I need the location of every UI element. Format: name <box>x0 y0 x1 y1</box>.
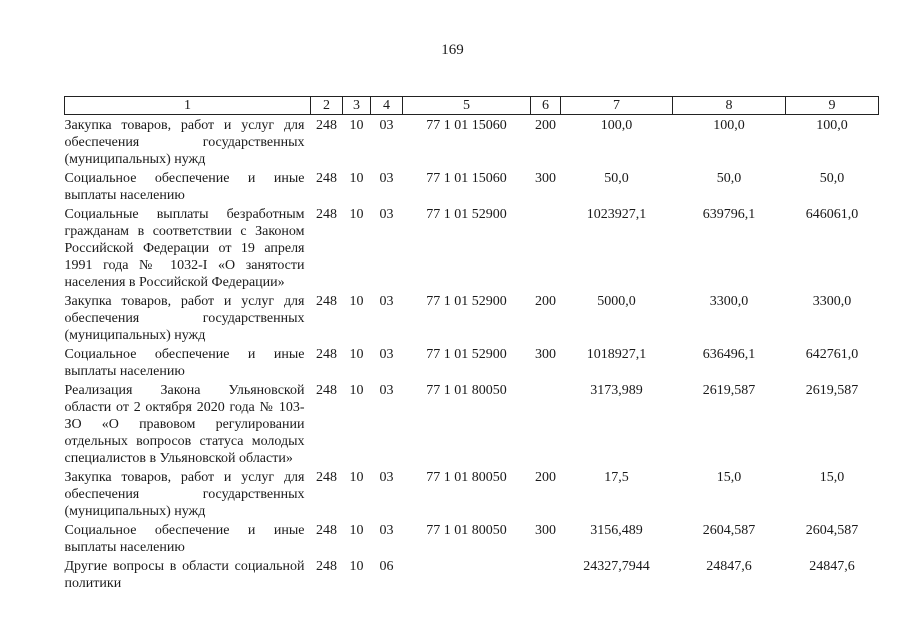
cell-col5: 77 1 01 80050 <box>426 383 507 398</box>
table-row <box>65 346 879 382</box>
cell-col3: 10 <box>349 207 364 222</box>
row-name: Реализация Закона Ульяновской области от 2 октября 2020 года № 103-ЗО «О правовом регулировании отдельных вопросов статуса молодых специалистов в Ульяновской области» <box>64 383 305 466</box>
cell-col7: 50,0 <box>604 171 629 186</box>
cell-col9: 15,0 <box>819 470 845 485</box>
cell-col3: 10 <box>349 383 364 398</box>
budget-table <box>64 96 879 594</box>
cell-col4: 03 <box>379 207 394 222</box>
cell-col8: 15,0 <box>716 470 742 485</box>
page-number: 169 <box>441 42 464 58</box>
row-name: Социальные выплаты безработным гражданам в соответствии с Законом Российской Федерации от 19 апреля 1991 года № 1032-I «О занятости населения в Российской Федерации» <box>64 207 305 290</box>
cell-col2: 248 <box>316 470 337 485</box>
cell-col4: 03 <box>379 383 394 398</box>
column-header-6: 6 <box>531 97 561 115</box>
cell-col3: 10 <box>349 470 364 485</box>
cell-col5: 77 1 01 52900 <box>426 294 507 309</box>
cell-col6: 200 <box>535 470 556 485</box>
cell-col2: 248 <box>316 171 337 186</box>
column-header-1: 1 <box>65 97 311 115</box>
cell-col5: 77 1 01 15060 <box>426 171 507 186</box>
table-row <box>65 170 879 206</box>
table-header-row <box>65 97 879 115</box>
table-row <box>65 469 879 522</box>
table-row <box>65 522 879 558</box>
cell-col6: 300 <box>535 347 556 362</box>
cell-col8: 2604,587 <box>702 523 756 538</box>
cell-col3: 10 <box>349 347 364 362</box>
cell-col7: 17,5 <box>604 470 629 485</box>
cell-col2: 248 <box>316 118 337 133</box>
table-row <box>65 382 879 469</box>
cell-col2: 248 <box>316 523 337 538</box>
cell-col5: 77 1 01 80050 <box>426 523 507 538</box>
cell-col8: 100,0 <box>713 118 745 133</box>
cell-col8: 3300,0 <box>709 294 749 309</box>
row-name: Другие вопросы в области социальной политики <box>64 559 305 591</box>
cell-col6: 300 <box>535 171 556 186</box>
cell-col7: 3156,489 <box>590 523 643 538</box>
row-name: Закупка товаров, работ и услуг для обеспечения государственных (муниципальных) нужд <box>64 294 305 343</box>
row-name: Закупка товаров, работ и услуг для обеспечения государственных (муниципальных) нужд <box>64 118 305 167</box>
cell-col2: 248 <box>316 383 337 398</box>
cell-col9: 2604,587 <box>805 523 859 538</box>
cell-col8: 50,0 <box>716 171 742 186</box>
cell-col4: 03 <box>379 523 394 538</box>
table-row <box>65 558 879 594</box>
cell-col3: 10 <box>349 118 364 133</box>
column-header-2: 2 <box>311 97 343 115</box>
cell-col7: 1023927,1 <box>586 207 647 222</box>
cell-col9: 642761,0 <box>805 347 859 362</box>
cell-col5: 77 1 01 52900 <box>426 347 507 362</box>
cell-col7: 1018927,1 <box>586 347 647 362</box>
row-name: Социальное обеспечение и иные выплаты населению <box>64 523 305 555</box>
cell-col6: 300 <box>535 523 556 538</box>
cell-col8: 636496,1 <box>702 347 756 362</box>
table-row <box>65 206 879 293</box>
column-header-7: 7 <box>561 97 673 115</box>
budget-table-container <box>64 96 859 594</box>
cell-col3: 10 <box>349 294 364 309</box>
cell-col3: 10 <box>349 171 364 186</box>
cell-col6 <box>531 206 561 293</box>
cell-col9: 100,0 <box>816 118 848 133</box>
cell-col2: 248 <box>316 207 337 222</box>
cell-col6: 200 <box>535 294 556 309</box>
cell-col3: 10 <box>349 523 364 538</box>
cell-col2: 248 <box>316 559 337 574</box>
cell-col2: 248 <box>316 294 337 309</box>
table-row <box>65 293 879 346</box>
cell-col4: 03 <box>379 171 394 186</box>
column-header-8: 8 <box>673 97 786 115</box>
cell-col5: 77 1 01 15060 <box>426 118 507 133</box>
cell-col8: 2619,587 <box>702 383 756 398</box>
row-name: Закупка товаров, работ и услуг для обеспечения государственных (муниципальных) нужд <box>64 470 305 519</box>
cell-col9: 50,0 <box>819 171 845 186</box>
cell-col7: 3173,989 <box>590 383 643 398</box>
cell-col9: 3300,0 <box>812 294 852 309</box>
column-header-5: 5 <box>403 97 531 115</box>
table-row <box>65 115 879 171</box>
cell-col5: 77 1 01 80050 <box>426 470 507 485</box>
cell-col5: 77 1 01 52900 <box>426 207 507 222</box>
cell-col5 <box>403 558 531 594</box>
row-name: Социальное обеспечение и иные выплаты населению <box>64 171 305 203</box>
cell-col6 <box>531 382 561 469</box>
cell-col6: 200 <box>535 118 556 133</box>
cell-col8: 24847,6 <box>706 559 752 574</box>
cell-col7: 100,0 <box>600 118 633 133</box>
column-header-3: 3 <box>343 97 371 115</box>
cell-col2: 248 <box>316 347 337 362</box>
row-name: Социальное обеспечение и иные выплаты населению <box>64 347 305 379</box>
cell-col6 <box>531 558 561 594</box>
cell-col9: 646061,0 <box>805 207 859 222</box>
column-header-9: 9 <box>786 97 879 115</box>
cell-col4: 03 <box>379 470 394 485</box>
cell-col8: 639796,1 <box>702 207 756 222</box>
cell-col4: 06 <box>379 559 394 574</box>
cell-col7: 5000,0 <box>597 294 636 309</box>
cell-col7: 24327,7944 <box>583 559 650 574</box>
column-header-4: 4 <box>371 97 403 115</box>
cell-col9: 2619,587 <box>805 383 859 398</box>
cell-col9: 24847,6 <box>809 559 855 574</box>
cell-col4: 03 <box>379 118 394 133</box>
cell-col4: 03 <box>379 347 394 362</box>
cell-col3: 10 <box>349 559 364 574</box>
cell-col4: 03 <box>379 294 394 309</box>
